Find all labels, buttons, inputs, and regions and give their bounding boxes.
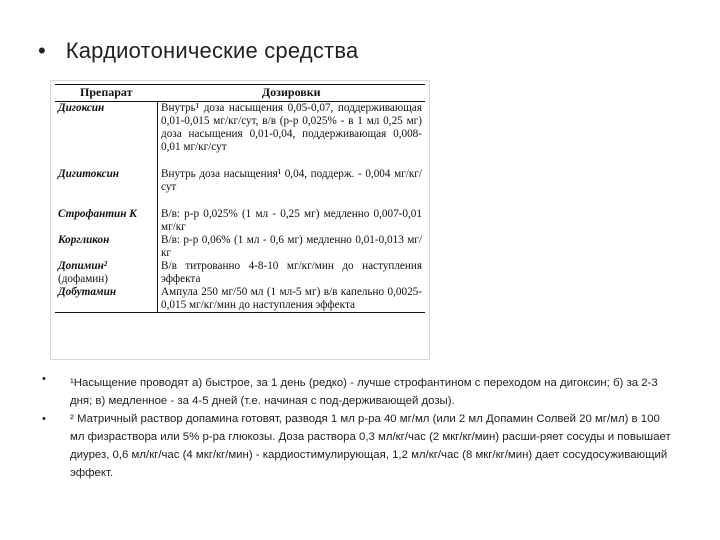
column-header-dose: Дозировки (158, 85, 426, 102)
drug-name: Коргликон (58, 234, 110, 246)
drug-dosage: Внутрь доза насыщения¹ 0,04, поддерж. - 0,004 мг/кг/сут (158, 168, 426, 208)
drug-alias: (дофамин) (58, 273, 109, 285)
dosage-table-image (50, 80, 430, 360)
drug-name: Допимин² (58, 260, 108, 272)
bullet-icon: • (42, 373, 46, 385)
bullet-icon: • (38, 38, 46, 63)
table-row (55, 260, 425, 286)
drug-name: Добутамин (55, 286, 158, 313)
column-header-drug: Препарат (55, 85, 158, 102)
table-row (55, 208, 425, 234)
table-row (55, 102, 425, 169)
drug-dosage: В/в: р-р 0,06% (1 мл - 0,6 мг) медленно 0,01-0,013 мг/кг (158, 234, 426, 260)
drug-name-cell (55, 260, 158, 286)
footnote-2 (42, 410, 672, 482)
footnote-1 (42, 374, 672, 410)
drug-name: Строфантин К (58, 208, 137, 220)
footnotes (42, 374, 672, 482)
footnote-text: ¹Насыщение проводят а) быстрое, за 1 день (редко) - лучше строфантином с переходом на дигоксин; б) за 2-3 дня; в) медленное - за 4-5 дней (т.е. начиная с под-держивающей дозы). (70, 377, 658, 407)
table-row (55, 286, 425, 313)
drug-name: Дигитоксин (58, 168, 120, 180)
drug-dosage: В/в титрованно 4-8-10 мг/кг/мин до наступления эффекта (158, 260, 426, 286)
bullet-icon: • (42, 413, 46, 425)
table-row (55, 168, 425, 208)
table-row (55, 234, 425, 260)
drug-dosage: В/в: р-р 0,025% (1 мл - 0,25 мг) медленно 0,007-0,01 мг/кг (158, 208, 426, 234)
drug-name: Дигоксин (58, 102, 105, 114)
slide-title-row (38, 38, 358, 64)
slide-title: Кардиотонические средства (65, 38, 359, 63)
footnote-text: ² Матричный раствор допамина готовят, разводя 1 мл р-ра 40 мг/мл (или 2 мл Допамин Солвей 20 мг/мл) в 100 мл физраствора или 5% р-ра глюкозы. Доза раствора 0,3 мл/кг/час (2 мкг/кг/мин) расши-ряет сосуды и повышает диурез, 0,6 мл/кг/час (4 мкг/кг/мин) - кардиостимулирующая, 1,2 мл/кг/час (8 мкг/кг/мин) дает сосудосуживающий эффект. (70, 413, 671, 479)
dosage-table (55, 84, 425, 313)
drug-dosage: Ампула 250 мг/50 мл (1 мл-5 мг) в/в капельно 0,0025-0,015 мг/кг/мин до наступления эффекта (158, 286, 426, 313)
drug-dosage: Внутрь¹ доза насыщения 0,05-0,07, поддерживающая 0,01-0,015 мг/кг/сут, в/в (р-р 0,025% - в 1 мл 0,25 мг) доза насыщения 0,01-0,04, поддерживающая 0,008-0,01 мг/кг/сут (158, 102, 426, 169)
